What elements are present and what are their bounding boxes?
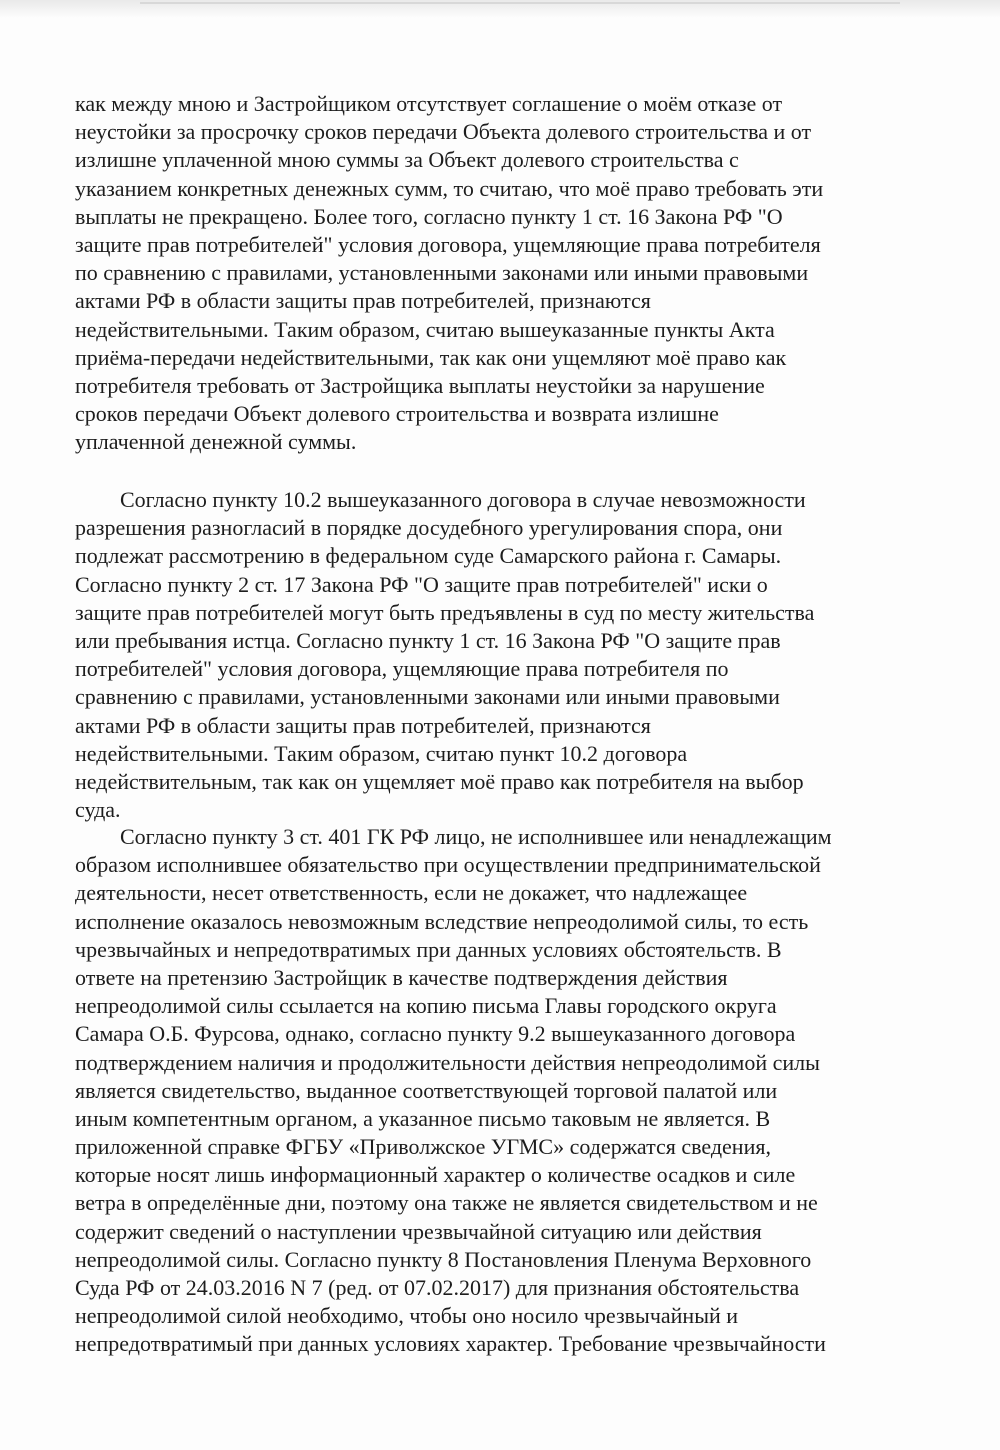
text-line: суда. xyxy=(75,797,121,823)
text-line: защите прав потребителей" условия договора, ущемляющие права потребителя xyxy=(75,231,821,257)
text-line: подтверждением наличия и продолжительности действия непреодолимой силы xyxy=(75,1049,820,1075)
text-line: актами РФ в области защиты прав потребителей, признаются xyxy=(75,288,651,314)
text-line: указанием конкретных денежных сумм, то считаю, что моё право требовать эти xyxy=(75,175,824,201)
paragraph-2 xyxy=(75,486,927,824)
text-line: исполнение оказалось невозможным вследствие непреодолимой силы, то есть xyxy=(75,908,809,934)
text-line: сравнению с правилами, установленными законами или иными правовыми xyxy=(75,684,780,710)
text-line: содержит сведений о наступлении чрезвычайной ситуацию или действия xyxy=(75,1218,762,1244)
text-line: недействительным, так как он ущемляет моё право как потребителя на выбор xyxy=(75,768,804,794)
text-line: ветра в определённые дни, поэтому она также не является свидетельством и не xyxy=(75,1190,818,1216)
paragraph-3 xyxy=(75,823,927,1359)
text-line: потребителя требовать от Застройщика выплаты неустойки за нарушение xyxy=(75,372,765,398)
text-line: Согласно пункту 3 ст. 401 ГК РФ лицо, не исполнившее или ненадлежащим xyxy=(120,824,832,849)
text-line: Суда РФ от 24.03.2016 N 7 (ред. от 07.02.2017) для признания обстоятельства xyxy=(75,1275,800,1300)
text-line: по сравнению с правилами, установленными законами или иными правовыми xyxy=(75,260,809,286)
text-line: сроков передачи Объект долевого строительства и возврата излишне xyxy=(75,401,719,427)
text-line: уплаченной денежной суммы. xyxy=(75,429,357,455)
text-line: разрешения разногласий в порядке досудебного урегулирования спора, они xyxy=(75,515,783,541)
text-line: актами РФ в области защиты прав потребителей, признаются xyxy=(75,712,651,738)
text-line: потребителей" условия договора, ущемляющие права потребителя по xyxy=(75,656,729,682)
text-line: является свидетельство, выданное соответствующей торговой палатой или xyxy=(75,1077,778,1103)
text-line: непреодолимой силой необходимо, чтобы оно носило чрезвычайный и xyxy=(75,1303,739,1329)
text-line: непреодолимой силы. Согласно пункту 8 Постановления Пленума Верховного xyxy=(75,1246,812,1272)
text-line: Согласно пункту 2 ст. 17 Закона РФ "О защите прав потребителей" иски о xyxy=(75,571,768,597)
text-line: как между мною и Застройщиком отсутствует соглашение о моём отказе от xyxy=(75,91,783,116)
text-line: ответе на претензию Застройщик в качестве подтверждения действия xyxy=(75,964,728,990)
paragraph-1 xyxy=(75,90,927,456)
text-line: неустойки за просрочку сроков передачи Объекта долевого строительства и от xyxy=(75,119,812,145)
text-line: Согласно пункту 10.2 вышеуказанного договора в случае невозможности xyxy=(120,487,806,512)
text-line: приложенной справке ФГБУ «Приволжское УГМС» содержатся сведения, xyxy=(75,1134,771,1160)
text-line: чрезвычайных и непредотвратимых при данных условиях обстоятельств. В xyxy=(75,936,782,962)
text-line: которые носят лишь информационный характер о количестве осадков и силе xyxy=(75,1162,796,1188)
text-line: защите прав потребителей могут быть предъявлены в суд по месту жительства xyxy=(75,599,815,625)
text-line: недействительными. Таким образом, считаю пункт 10.2 договора xyxy=(75,740,688,766)
text-line: недействительными. Таким образом, считаю вышеуказанные пункты Акта xyxy=(75,316,775,342)
text-line: Самара О.Б. Фурсова, однако, согласно пункту 9.2 вышеуказанного договора xyxy=(75,1021,796,1047)
text-line: подлежат рассмотрению в федеральном суде Самарского района г. Самары. xyxy=(75,543,782,569)
text-line: приёма-передачи недействительными, так как они ущемляют моё право как xyxy=(75,344,787,370)
text-line: иным компетентным органом, а указанное письмо таковым не является. В xyxy=(75,1105,771,1131)
text-line: непреодолимой силы ссылается на копию письма Главы городского округа xyxy=(75,993,777,1019)
text-line: образом исполнившее обязательство при осуществлении предпринимательской xyxy=(75,852,821,878)
text-line: или пребывания истца. Согласно пункту 1 ст. 16 Закона РФ "О защите прав xyxy=(75,627,781,653)
text-line: деятельности, несет ответственность, если не докажет, что надлежащее xyxy=(75,880,748,906)
text-line: непредотвратимый при данных условиях характер. Требование чрезвычайности xyxy=(75,1331,826,1357)
scan-edge-line xyxy=(140,2,900,4)
text-line: излишне уплаченной мною суммы за Объект долевого строительства с xyxy=(75,147,739,173)
text-line: выплаты не прекращено. Более того, согласно пункту 1 ст. 16 Закона РФ "О xyxy=(75,203,783,229)
